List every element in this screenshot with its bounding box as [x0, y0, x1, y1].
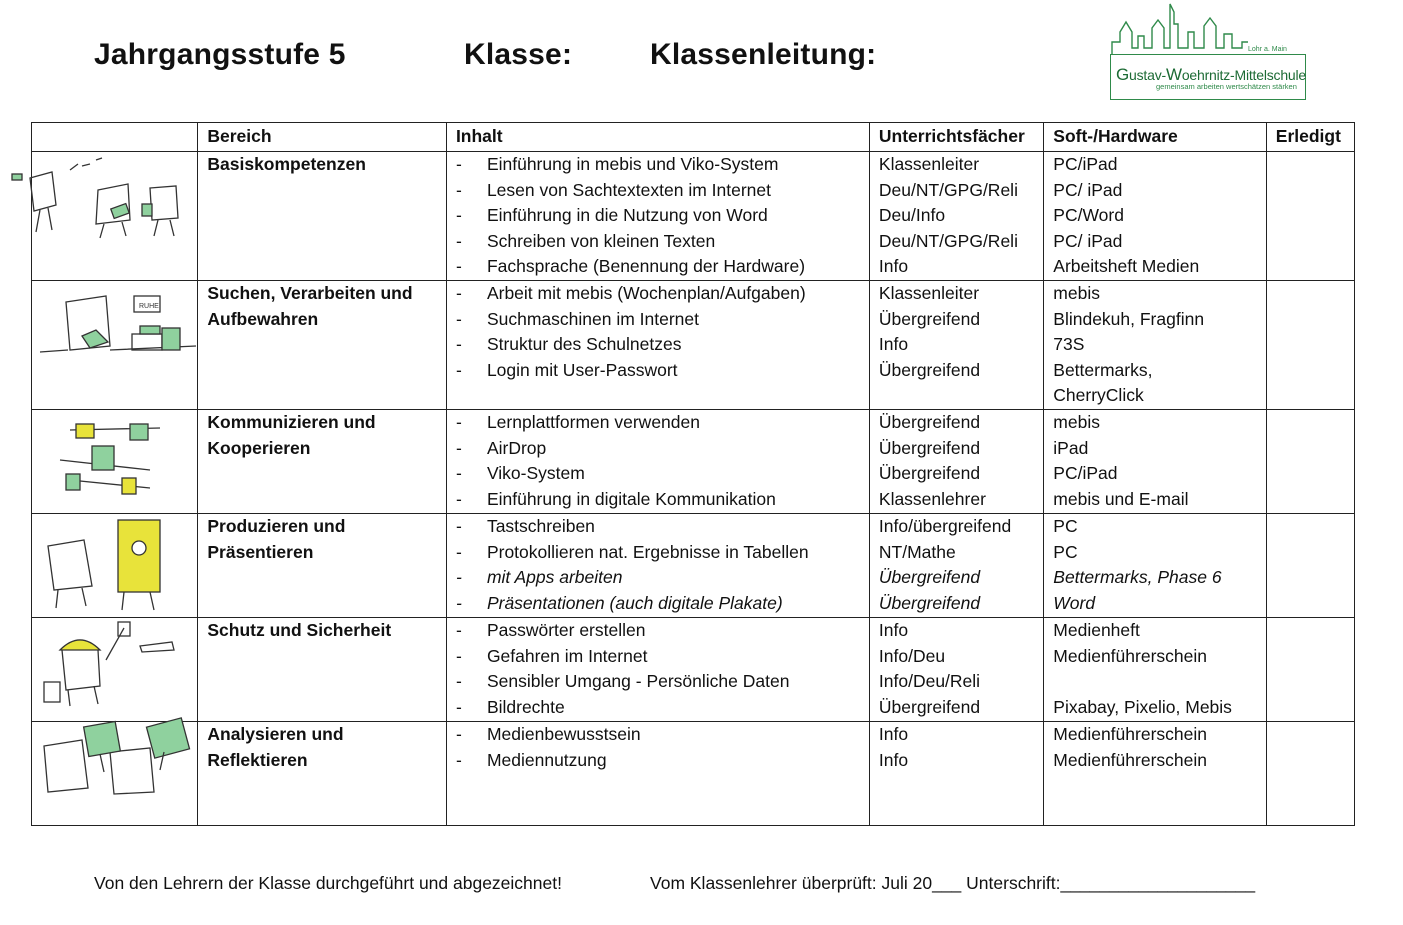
software-item: PC [1053, 541, 1078, 562]
software-item: Arbeitsheft Medien [1053, 256, 1200, 277]
inhalt-item: - Tastschreiben [456, 514, 869, 540]
software-item: Blindekuh, Fragfinn [1053, 308, 1205, 329]
inhalt-item: - AirDrop [456, 436, 869, 462]
erledigt-checkbox-cell[interactable] [1266, 513, 1354, 617]
fach-item: Übergreifend [878, 411, 981, 432]
bereich-cell [198, 409, 447, 513]
inhalt-item: - Mediennutzung [456, 748, 869, 774]
software-cell [1044, 280, 1267, 409]
erledigt-checkbox-cell[interactable] [1266, 409, 1354, 513]
inhalt-item: - Protokollieren nat. Ergebnisse in Tabellen [456, 540, 869, 566]
bereich-label: Schutz und Sicherheit [207, 619, 392, 640]
software-item: Bettermarks, [1053, 359, 1153, 380]
bereich-label: Kommunizieren und [207, 411, 376, 432]
inhalt-item: - mit Apps arbeiten [456, 565, 869, 591]
fach-cell [869, 280, 1043, 409]
inhalt-item: - Struktur des Schulnetzes [456, 332, 869, 358]
table-header-row [32, 123, 1355, 152]
software-cell [1044, 617, 1267, 721]
fach-item: Klassenlehrer [878, 488, 986, 509]
logo-tagline: gemeinsam arbeiten wertschätzen stärken [1156, 82, 1297, 91]
logo-school-name: Gustav-Woehrnitz-Mittelschule [1116, 65, 1307, 84]
fach-cell [869, 513, 1043, 617]
bereich-label: Präsentieren [207, 541, 314, 562]
fach-item: NT/Mathe [878, 541, 956, 562]
software-cell [1044, 721, 1267, 825]
erledigt-checkbox-cell[interactable] [1266, 280, 1354, 409]
fach-item: Deu/Info [878, 205, 946, 226]
software-item [1053, 669, 1266, 695]
erledigt-checkbox-cell[interactable] [1266, 152, 1354, 281]
table-row [32, 617, 1355, 721]
header-unterrichtsfaecher: Unterrichtsfächer [869, 123, 1043, 152]
footer-note: Von den Lehrern der Klasse durchgeführt und abgezeichnet! [94, 873, 562, 893]
fach-item: Deu/NT/GPG/Reli [878, 230, 1018, 251]
software-cell [1044, 152, 1267, 281]
fach-item: Klassenleiter [878, 282, 980, 303]
fach-item: Info [878, 619, 909, 640]
ruhe-sign-text: RUHE [139, 303, 159, 310]
safety-helmet-illustration [32, 617, 198, 721]
software-item: Medienführerschein [1053, 749, 1207, 770]
inhalt-cell [446, 617, 869, 721]
table-row [32, 513, 1355, 617]
fach-item: Übergreifend [878, 437, 981, 458]
software-item: CherryClick [1053, 385, 1144, 406]
fach-item: Info/Deu [878, 645, 946, 666]
network-communication-illustration [32, 409, 198, 513]
software-item: 73S [1053, 334, 1085, 355]
inhalt-item: - Schreiben von kleinen Texten [456, 229, 869, 255]
fach-item: Info [878, 749, 909, 770]
table-row [32, 152, 1355, 281]
bereich-label: Reflektieren [207, 749, 308, 770]
fach-item: Info/übergreifend [878, 515, 1012, 536]
class-teacher-label: Klassenleitung: [650, 38, 877, 71]
fach-item: Info/Deu/Reli [878, 671, 981, 692]
header-erledigt: Erledigt [1266, 123, 1354, 152]
software-item: mebis [1053, 282, 1100, 303]
erledigt-checkbox-cell[interactable] [1266, 721, 1354, 825]
inhalt-item: - Medienbewusstsein [456, 722, 869, 748]
town-skyline-icon [1108, 2, 1308, 62]
fach-item: Deu/NT/GPG/Reli [878, 179, 1018, 200]
software-item: mebis [1053, 411, 1100, 432]
software-item: PC/iPad [1053, 154, 1118, 174]
header-bereich: Bereich [198, 123, 447, 152]
inhalt-item: - Lernplattformen verwenden [456, 410, 869, 436]
software-item: PC/Word [1053, 205, 1124, 226]
fach-cell [869, 721, 1043, 825]
bereich-cell [198, 721, 447, 825]
bereich-label: Analysieren und [207, 723, 344, 744]
inhalt-cell [446, 513, 869, 617]
fach-item: Info [878, 334, 909, 355]
inhalt-item: - Fachsprache (Benennung der Hardware) [456, 254, 869, 280]
inhalt-item: - Bildrechte [456, 695, 869, 721]
fach-item: Übergreifend [878, 592, 981, 613]
fach-item: Info [878, 256, 909, 277]
media-plan-table [31, 122, 1355, 826]
software-item: iPad [1053, 437, 1089, 458]
inhalt-cell [446, 721, 869, 825]
fach-cell [869, 617, 1043, 721]
inhalt-item: - Einführung in die Nutzung von Word [456, 203, 869, 229]
table-row [32, 721, 1355, 825]
software-item: Word [1053, 592, 1096, 613]
erledigt-checkbox-cell[interactable] [1266, 617, 1354, 721]
bereich-label: Kooperieren [207, 437, 311, 458]
software-item: Bettermarks, Phase 6 [1053, 567, 1222, 588]
fach-item: Übergreifend [878, 359, 981, 380]
fach-cell [869, 152, 1043, 281]
software-item: Medienheft [1053, 619, 1140, 640]
bereich-cell [198, 152, 447, 281]
fach-item: Übergreifend [878, 696, 981, 717]
class-label: Klasse: [464, 38, 573, 71]
fach-item: Übergreifend [878, 463, 981, 484]
table-row [32, 409, 1355, 513]
inhalt-item: - Lesen von Sachtextexten im Internet [456, 178, 869, 204]
logo-city: Lohr a. Main [1248, 46, 1287, 53]
reflection-signs-illustration [32, 721, 198, 825]
inhalt-cell [446, 152, 869, 281]
inhalt-item: - Passwörter erstellen [456, 618, 869, 644]
software-item: PC [1053, 515, 1078, 536]
software-item: Medienführerschein [1053, 645, 1207, 666]
fach-item: Klassenleiter [878, 154, 980, 174]
header-inhalt: Inhalt [446, 123, 869, 152]
software-item: mebis und E-mail [1053, 488, 1189, 509]
software-item: PC/ iPad [1053, 230, 1123, 251]
header-illustration-cell [32, 123, 198, 152]
inhalt-item: - Einführung in digitale Kommunikation [456, 487, 869, 513]
software-item: PC/iPad [1053, 463, 1118, 484]
software-cell [1044, 513, 1267, 617]
footer-signature-line: Vom Klassenlehrer überprüft: Juli 20___ Unterschrift:____________________ [650, 873, 1256, 893]
bereich-label: Produzieren und [207, 515, 346, 536]
inhalt-item: - Gefahren im Internet [456, 644, 869, 670]
table-row [32, 280, 1355, 409]
software-item: Pixabay, Pixelio, Mebis [1053, 696, 1232, 717]
inhalt-item: - Viko-System [456, 461, 869, 487]
bereich-label: Basiskompetenzen [207, 154, 366, 174]
software-item: PC/ iPad [1053, 179, 1123, 200]
bereich-cell [198, 617, 447, 721]
inhalt-item: - Login mit User-Passwort [456, 358, 869, 384]
bereich-cell [198, 513, 447, 617]
grade-level-title: Jahrgangsstufe 5 [94, 38, 346, 71]
bereich-label: Suchen, Verarbeiten und [207, 282, 413, 303]
inhalt-item: - Präsentationen (auch digitale Plakate) [456, 591, 869, 617]
bereich-label: Aufbewahren [207, 308, 319, 329]
presentation-illustration [32, 513, 198, 617]
software-item: Medienführerschein [1053, 723, 1207, 744]
fach-item: Übergreifend [878, 308, 981, 329]
inhalt-item: - Suchmaschinen im Internet [456, 307, 869, 333]
reading-books-illustration [32, 280, 198, 409]
school-logo [1108, 2, 1308, 100]
fach-item: Übergreifend [878, 567, 981, 588]
inhalt-cell [446, 280, 869, 409]
header-soft-hardware: Soft-/Hardware [1044, 123, 1267, 152]
fach-cell [869, 409, 1043, 513]
inhalt-item: - Sensibler Umgang - Persönliche Daten [456, 669, 869, 695]
software-cell [1044, 409, 1267, 513]
inhalt-item: - Einführung in mebis und Viko-System [456, 152, 869, 178]
inhalt-item: - Arbeit mit mebis (Wochenplan/Aufgaben) [456, 281, 869, 307]
bereich-cell [198, 280, 447, 409]
inhalt-cell [446, 409, 869, 513]
computer-characters-illustration [32, 152, 198, 281]
fach-item: Info [878, 723, 909, 744]
